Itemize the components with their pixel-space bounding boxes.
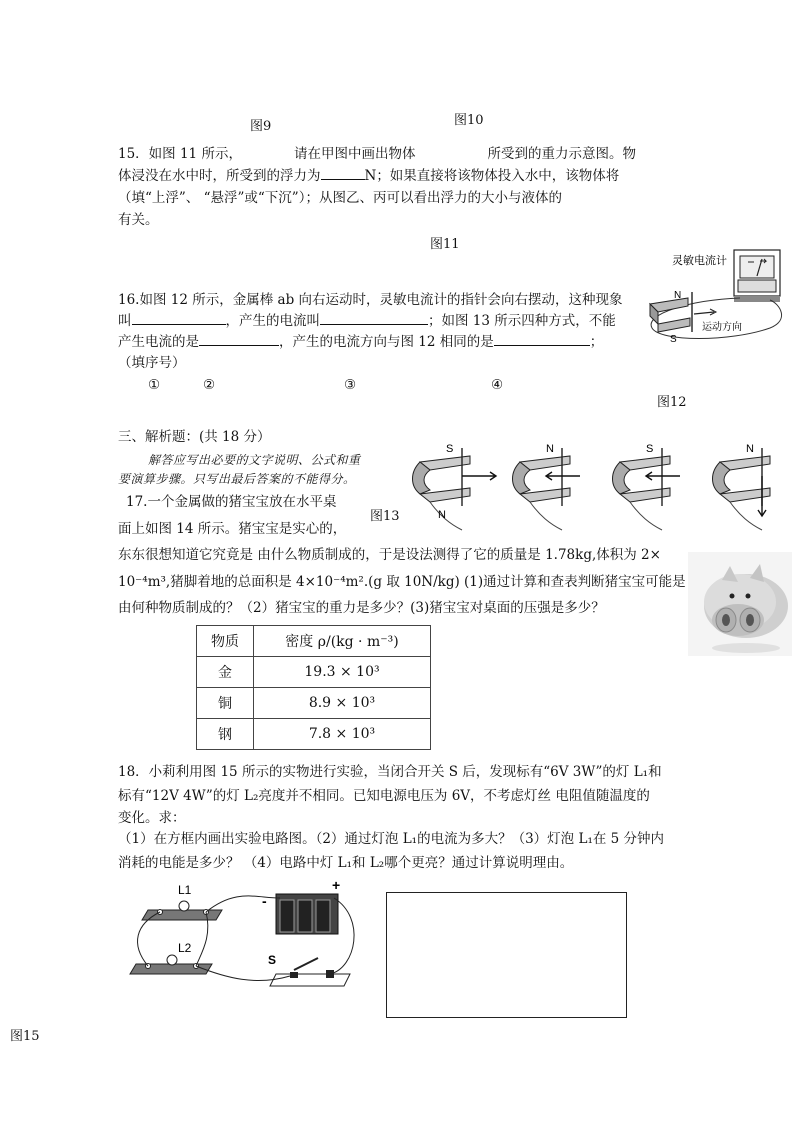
q16-text-d: 产生电流的是 xyxy=(118,334,199,350)
pole-n-label: N xyxy=(674,290,682,301)
magnet-diagram-3 xyxy=(613,443,681,530)
q16-line-3 xyxy=(118,331,678,353)
option-3: ③ xyxy=(344,377,357,393)
q15-text-b: 请在甲图中画出物体 xyxy=(293,146,416,162)
q16-line-2 xyxy=(118,310,678,332)
figure-9-caption: 图9 xyxy=(250,119,272,134)
option-2: ② xyxy=(203,377,216,393)
q15-text-c: 所受到的重力示意图。物 xyxy=(487,146,636,162)
q15-buoyancy-blank[interactable] xyxy=(321,165,365,180)
q16-text-a: 叫 xyxy=(118,313,132,329)
figure-13-illustration xyxy=(398,432,794,532)
lamp-2-label: L2 xyxy=(178,941,192,955)
q17-line-1: 17.一个金属做的猪宝宝放在水平桌 xyxy=(126,494,337,510)
q15-text-e: N；如果直接将该物体投入水中，该物体将 xyxy=(364,168,620,184)
magnet-pole-label: N xyxy=(438,509,446,521)
q16-line-1: 16.如图 12 所示，金属棒 ab 向右运动时，灵敏电流计的指针会向右摆动，这种现象 xyxy=(118,292,623,308)
pole-s-label: S xyxy=(670,334,677,345)
q16-text-f: ； xyxy=(589,334,604,350)
material-cell: 金 xyxy=(197,657,254,688)
q17-line-4: 10⁻⁴m³,猪脚着地的总面积是 4×10⁻⁴m².(g 取 10N/kg) (1)通过计算和查表判断猪宝宝可能是 xyxy=(118,574,686,590)
q17-line-2: 面上如图 14 所示。猪宝宝是实心的， xyxy=(118,521,347,537)
table-row xyxy=(197,657,431,688)
circuit-illustration xyxy=(126,878,372,998)
q16-text-c: ；如图 13 所示四种方式，不能 xyxy=(428,313,616,329)
q17-line-3: 东东很想知道它究竟是 由什么物质制成的，于是设法测得了它的质量是 1.78kg,体积为 2× xyxy=(118,547,661,563)
magnet-diagram-4 xyxy=(713,443,771,530)
magnet-pole-label: S xyxy=(646,443,654,455)
q16-current-name-blank[interactable] xyxy=(320,310,428,325)
q15-text-d: 体浸没在水中时，所受到的浮力为 xyxy=(118,168,321,184)
motion-direction-label: 运动方向 xyxy=(702,322,742,333)
q16-line-4: （填序号） xyxy=(118,355,186,371)
density-table xyxy=(196,625,431,750)
battery-plus-label: + xyxy=(332,878,341,893)
magnet-diagram-1 xyxy=(413,443,497,530)
q15-line-1 xyxy=(118,143,678,165)
header-density: 密度 ρ/(kg · m⁻³) xyxy=(254,626,431,657)
lamp-1-label: L1 xyxy=(178,883,192,897)
q16-no-current-blank[interactable] xyxy=(199,331,279,346)
figure-11-caption: 图11 xyxy=(430,237,460,252)
figure-15-caption: 图15 xyxy=(10,1029,40,1044)
figure-12-caption: 图12 xyxy=(657,395,687,410)
q18-line-5: 消耗的电能是多少？ （4）电路中灯 L₁和 L₂哪个更亮？通过计算说明理由。 xyxy=(118,855,574,871)
magnet-pole-label: S xyxy=(446,443,454,455)
piggy-bank-image xyxy=(688,552,792,656)
header-material: 物质 xyxy=(197,626,254,657)
q16-same-direction-blank[interactable] xyxy=(494,331,590,346)
q15-line-4: 有关。 xyxy=(118,212,159,228)
motion-arrow xyxy=(646,472,680,480)
q16-phenomenon-blank[interactable] xyxy=(132,310,226,325)
circuit-answer-box[interactable] xyxy=(386,892,627,1018)
density-cell: 19.3 × 10³ xyxy=(254,657,431,688)
density-cell: 7.8 × 10³ xyxy=(254,719,431,750)
battery-minus-label: - xyxy=(262,893,267,909)
section-3-heading: 三、解析题：(共 18 分） xyxy=(118,429,271,445)
section-3-note-1: 解答应写出必要的文字说明、公式和重 xyxy=(148,453,361,467)
option-1: ① xyxy=(148,377,161,393)
figure-13-caption: 图13 xyxy=(370,509,400,524)
q18-line-2: 标有“12V 4W”的灯 L₂亮度并不相同。已知电源电压为 6V，不考虑灯丝 电阻值随温度的 xyxy=(118,788,650,804)
q17-line-5: 由何种物质制成的？（2）猪宝宝的重力是多少？(3)猪宝宝对桌面的压强是多少？ xyxy=(118,600,605,616)
table-header-row xyxy=(197,626,431,657)
magnet-pole-label: N xyxy=(746,443,754,455)
q16-text-b: ，产生的电流叫 xyxy=(225,313,320,329)
motion-arrow xyxy=(546,472,580,480)
material-cell: 钢 xyxy=(197,719,254,750)
table-row xyxy=(197,688,431,719)
q18-line-3: 变化。求： xyxy=(118,810,186,826)
option-4: ④ xyxy=(491,377,504,393)
q16-text-e: ，产生的电流方向与图 12 相同的是 xyxy=(279,334,494,350)
table-row xyxy=(197,719,431,750)
q15-text-a: 15．如图 11 所示， xyxy=(118,146,242,162)
q18-line-4: （1）在方框内画出实验电路图。（2）通过灯泡 L₁的电流为多大？（3）灯泡 L₁在 5 分钟内 xyxy=(118,831,665,847)
material-cell: 铜 xyxy=(197,688,254,719)
switch-label: S xyxy=(268,953,277,967)
figure-10-caption: 图10 xyxy=(454,113,484,128)
q18-line-1: 18．小莉利用图 15 所示的实物进行实验，当闭合开关 S 后，发现标有“6V 3W”的灯 L₁和 xyxy=(118,764,662,780)
magnet-diagram-2 xyxy=(513,443,581,530)
galvanometer-label: 灵敏电流计 xyxy=(672,255,727,267)
density-cell: 8.9 × 10³ xyxy=(254,688,431,719)
motion-arrow xyxy=(462,472,496,480)
magnet-pole-label: N xyxy=(546,443,554,455)
q15-line-3: （填“上浮”、 “悬浮”或“下沉”）；从图乙、丙可以看出浮力的大小与液体的 xyxy=(118,190,562,206)
q15-line-2 xyxy=(118,165,678,187)
section-3-note-2: 要演算步骤。只写出最后答案的不能得分。 xyxy=(118,472,356,486)
